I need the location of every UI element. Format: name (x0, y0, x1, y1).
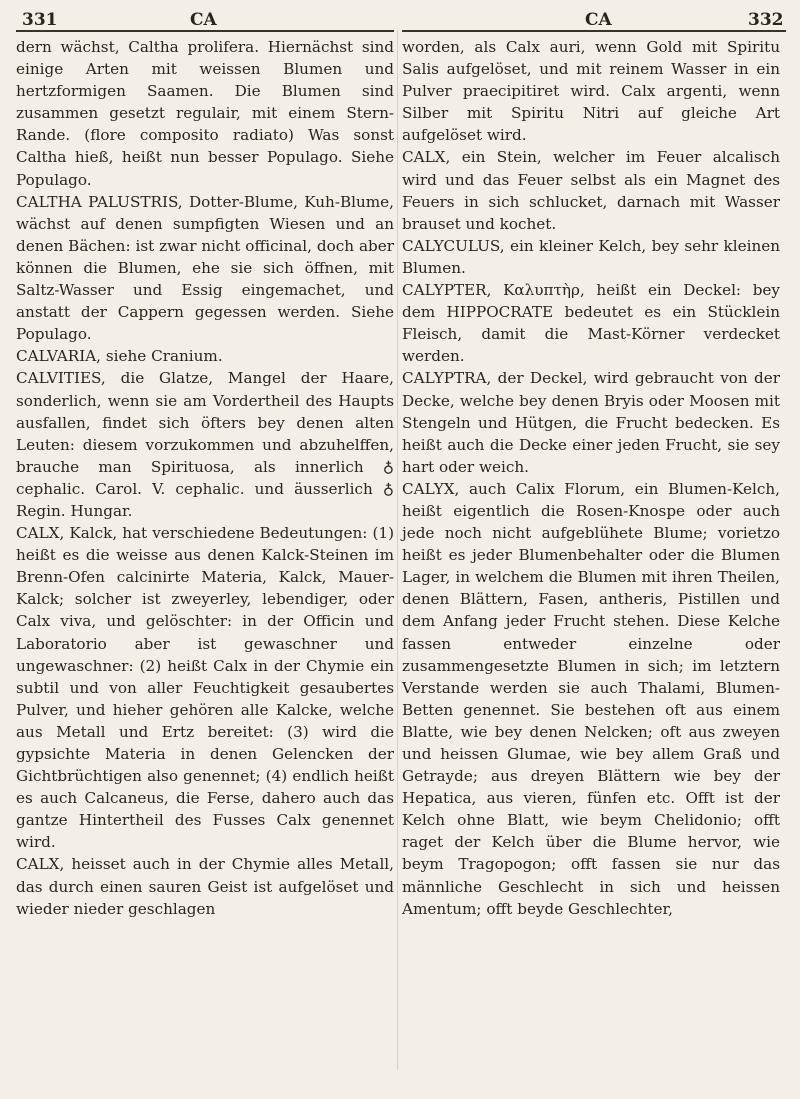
entry-paragraph: CALYPTER, Καλυπτὴρ, heißt ein Deckel: bey dem HIPPOCRATE bedeutet es ein Stücklein Fleisch, damit die Mast-Körner verdecket werden. (402, 281, 780, 366)
entry-paragraph: CALX, Kalck, hat verschiedene Bedeutungen: (1) heißt es die weisse aus denen Kalck-Steinen im Brenn-Ofen calcinirte Materia, Kalck, Mauer-Kalck; solcher ist zweyerley, lebendiger, oder Calx viva, und gelöschter: in der Officin und Laboratorio aber ist gewaschner und ungewaschner: (2) heißt Calx in der Chymie ein subtil und von aller Feuchtigkeit gesaubertes Pulver, und hieher gehören alle Kalcke, welche aus Metall und Ertz bereitet: (3) wird die gypsichte Materia in denen Gelencken der Gichtbrüchtigen also genennet; (4) endlich heißt es auch Calcaneus, die Ferse, dahero auch das gantze Hintertheil des Fusses Calx genennet wird. (16, 524, 394, 852)
entry-paragraph: CALX, ein Stein, welcher im Feuer alcalisch wird und das Feuer selbst als ein Magnet des Feuers in sich schlucket, darnach mit Wasser brauset und kochet. (402, 148, 780, 233)
entry-paragraph: CALX, heisset auch in der Chymie alles Metall, das durch einen sauren Geist ist aufgelöset und wieder nieder geschlagen (16, 855, 394, 918)
left-column (16, 36, 394, 920)
entry-paragraph: worden, als Calx auri, wenn Gold mit Spiritu Salis aufgelöset, und mit reinem Wasser in ein Pulver praecipitiret wird. Calx argenti, wenn Silber mit Spiritu Nitri auf gleiche Art aufgelöset wird. (402, 38, 780, 145)
left-header-rule (16, 30, 394, 32)
entry-paragraph: CALYX, auch Calix Florum, ein Blumen-Kelch, heißt eigentlich die Rosen-Knospe oder auch jede noch nicht aufgeblühete Blume; vorietzo heißt es jeder Blumenbehalter oder die Blumen Lager, in welchem die Blumen mit ihren Theilen, denen Blättern, Fasen, antheris, Pistillen und dem Anfang jeder Frucht stehen. Diese Kelche fassen entweder einzelne oder zusammengesetzte Blumen in sich; im letztern Verstande werden sie auch Thalami, Blumen-Betten genennet. Sie bestehen oft aus einem Blatte, wie bey denen Nelcken; oft aus zweyen und heissen Glumae, wie bey allem Graß und Getrayde; aus dreyen Blättern wie bey der Hepatica, aus vieren, fünfen etc. Offt ist der Kelch ohne Blatt, wie beym Chelidonio; offt raget der Kelch über die Blume hervor, wie beym Tragopogon; offt fassen sie nur das männliche Geschlecht in sich und heissen Amentum; offt beyde Geschlechter, (402, 479, 780, 918)
entry-paragraph: CALTHA PALUSTRIS, Dotter-Blume, Kuh-Blume, wächst auf denen sumpfigten Wiesen und an denen Bächen: ist zwar nicht officinal, doch aber können die Blumen, ehe sie sich öffnen, mit Saltz-Wasser und Essig eingemachet, und anstatt der Cappern gegessen werden. Siehe Populago. (16, 192, 394, 344)
entry-paragraph: CALYCULUS, ein kleiner Kelch, bey sehr kleinen Blumen. (402, 236, 780, 277)
left-page-number: 331 (22, 10, 58, 30)
right-column (402, 36, 780, 920)
entry-paragraph: CALYPTRA, der Deckel, wird gebraucht von der Decke, welche bey denen Bryis oder Moosen mit Stengeln und Hütgen, die Frucht bedecken. Es heißt auch die Decke einer jeden Frucht, sie sey hart oder weich. (402, 369, 780, 476)
right-page-number: 332 (748, 10, 784, 30)
right-catchword: CA (585, 10, 612, 30)
left-catchword: CA (190, 10, 217, 30)
right-header-rule (402, 30, 786, 32)
entry-paragraph: dern wächst, Caltha prolifera. Hiernächst sind einige Arten mit weissen Blumen und hertzformigen Saamen. Die Blumen sind zusammen gesetzt regulair, mit einem Stern-Rande. (flore composito radiato) Was sonst Caltha hieß, heißt nun besser Populago. Siehe Populago. (16, 38, 394, 189)
running-head (0, 6, 800, 32)
entry-paragraph: CALVARIA, siehe Cranium. (16, 347, 223, 366)
column-gutter (397, 30, 398, 1070)
entry-paragraph: CALVITIES, die Glatze, Mangel der Haare, sonderlich, wenn sie am Vordertheil des Haupts ausfallen, findet sich öfters bey denen alten Leuten: diesem vorzukommen und abzuhelffen, brauche man Spirituosa, als innerlich ♁ cephalic. Carol. V. cephalic. und äusserlich ♁ Regin. Hungar. (16, 369, 394, 520)
